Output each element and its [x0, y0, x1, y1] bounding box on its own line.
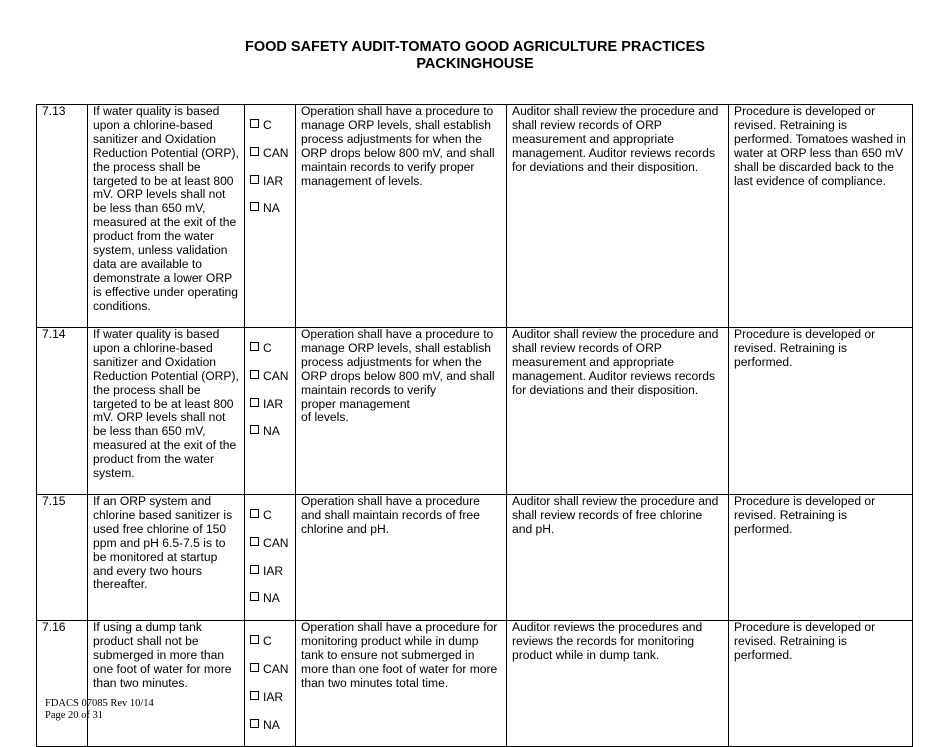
option-iar-checkbox[interactable]: IAR: [250, 565, 290, 579]
checkbox-icon: [250, 663, 259, 672]
checkbox-icon: [250, 425, 259, 434]
table-row: [37, 495, 913, 621]
checkbox-icon: [250, 719, 259, 728]
verification-cell: Auditor shall review the procedure and shall review records of ORP measurement and appropriate management. Auditor reviews records for deviations and their disposition.: [507, 328, 729, 495]
verification-cell: Auditor shall review the procedure and shall review records of ORP measurement and appropriate management. Auditor reviews records for deviations and their disposition.: [507, 105, 729, 328]
option-can-checkbox[interactable]: CAN: [250, 370, 290, 384]
option-na-checkbox[interactable]: NA: [250, 592, 290, 606]
requirement-cell: If water quality is based upon a chlorine-based sanitizer and Oxidation Reduction Potential (ORP), the process shall be targeted to be at least 800 mV. ORP levels shall not be less than 650 mV, measured at the exit of the product from the water system, unless validation data are available to demonstrate a lower ORP is effective under operating conditions.: [88, 105, 245, 328]
table-row: [37, 105, 913, 328]
compliance-options: [245, 621, 296, 747]
page-subtitle: PACKINGHOUSE: [416, 56, 534, 72]
option-na-checkbox[interactable]: NA: [250, 202, 290, 216]
page-title: FOOD SAFETY AUDIT-TOMATO GOOD AGRICULTURE PRACTICES: [245, 39, 705, 55]
requirement-cell: If an ORP system and chlorine based sanitizer is used free chlorine of 150 ppm and pH 6.5-7.5 is to be monitored at startup and every two hours thereafter.: [88, 495, 245, 621]
compliance-criteria-cell: Operation shall have a procedure to manage ORP levels, shall establish process adjustments for when the ORP drops below 800 mV, and shall maintain records to verify proper management of levels.: [296, 105, 507, 328]
option-c-checkbox[interactable]: C: [250, 119, 290, 133]
option-c-checkbox[interactable]: C: [250, 342, 290, 356]
checkbox-icon: [250, 175, 259, 184]
compliance-options: [245, 105, 296, 328]
verification-cell: Auditor shall review the procedure and shall review records of free chlorine and pH.: [507, 495, 729, 621]
checkbox-icon: [250, 202, 259, 211]
compliance-criteria-cell: Operation shall have a procedure to manage ORP levels, shall establish process adjustments for when the ORP drops below 800 mV, and shall maintain records to verify proper management of levels.: [296, 328, 507, 495]
checkbox-icon: [250, 147, 259, 156]
checkbox-icon: [250, 370, 259, 379]
option-c-checkbox[interactable]: C: [250, 509, 290, 523]
checkbox-icon: [250, 592, 259, 601]
option-na-checkbox[interactable]: NA: [250, 425, 290, 439]
item-number: 7.14: [37, 328, 88, 495]
checkbox-icon: [250, 398, 259, 407]
option-can-checkbox[interactable]: CAN: [250, 663, 290, 677]
corrective-action-cell: Procedure is developed or revised. Retraining is performed.: [729, 621, 913, 747]
form-id: FDACS 07085 Rev 10/14: [45, 698, 154, 709]
requirement-cell: If using a dump tank product shall not be submerged in more than one foot of water for more than two minutes.: [88, 621, 245, 747]
corrective-action-cell: Procedure is developed or revised. Retraining is performed.: [729, 495, 913, 621]
option-c-checkbox[interactable]: C: [250, 635, 290, 649]
table-row: [37, 621, 913, 747]
checkbox-icon: [250, 635, 259, 644]
item-number: 7.15: [37, 495, 88, 621]
item-number: 7.16: [37, 621, 88, 747]
option-iar-checkbox[interactable]: IAR: [250, 398, 290, 412]
corrective-action-cell: Procedure is developed or revised. Retraining is performed.: [729, 328, 913, 495]
option-can-checkbox[interactable]: CAN: [250, 147, 290, 161]
option-na-checkbox[interactable]: NA: [250, 719, 290, 733]
page-number: Page 20 of 31: [45, 710, 104, 721]
option-iar-checkbox[interactable]: IAR: [250, 691, 290, 705]
option-can-checkbox[interactable]: CAN: [250, 537, 290, 551]
checkbox-icon: [250, 342, 259, 351]
checkbox-icon: [250, 537, 259, 546]
compliance-criteria-cell: Operation shall have a procedure and shall maintain records of free chlorine and pH.: [296, 495, 507, 621]
option-iar-checkbox[interactable]: IAR: [250, 175, 290, 189]
audit-table: [36, 104, 913, 747]
item-number: 7.13: [37, 105, 88, 328]
requirement-cell: If water quality is based upon a chlorine-based sanitizer and Oxidation Reduction Potential (ORP), the process shall be targeted to be at least 800 mV. ORP levels shall not be less than 650 mV, measured at the exit of the product from the water system.: [88, 328, 245, 495]
verification-cell: Auditor reviews the procedures and reviews the records for monitoring product while in dump tank.: [507, 621, 729, 747]
checkbox-icon: [250, 509, 259, 518]
compliance-criteria-cell: Operation shall have a procedure for monitoring product while in dump tank to ensure not submerged in more than one foot of water for more than two minutes total time.: [296, 621, 507, 747]
corrective-action-cell: Procedure is developed or revised. Retraining is performed. Tomatoes washed in water at ORP less than 650 mV shall be discarded back to the last evidence of compliance.: [729, 105, 913, 328]
checkbox-icon: [250, 691, 259, 700]
compliance-options: [245, 328, 296, 495]
compliance-options: [245, 495, 296, 621]
checkbox-icon: [250, 119, 259, 128]
checkbox-icon: [250, 565, 259, 574]
table-row: [37, 328, 913, 495]
